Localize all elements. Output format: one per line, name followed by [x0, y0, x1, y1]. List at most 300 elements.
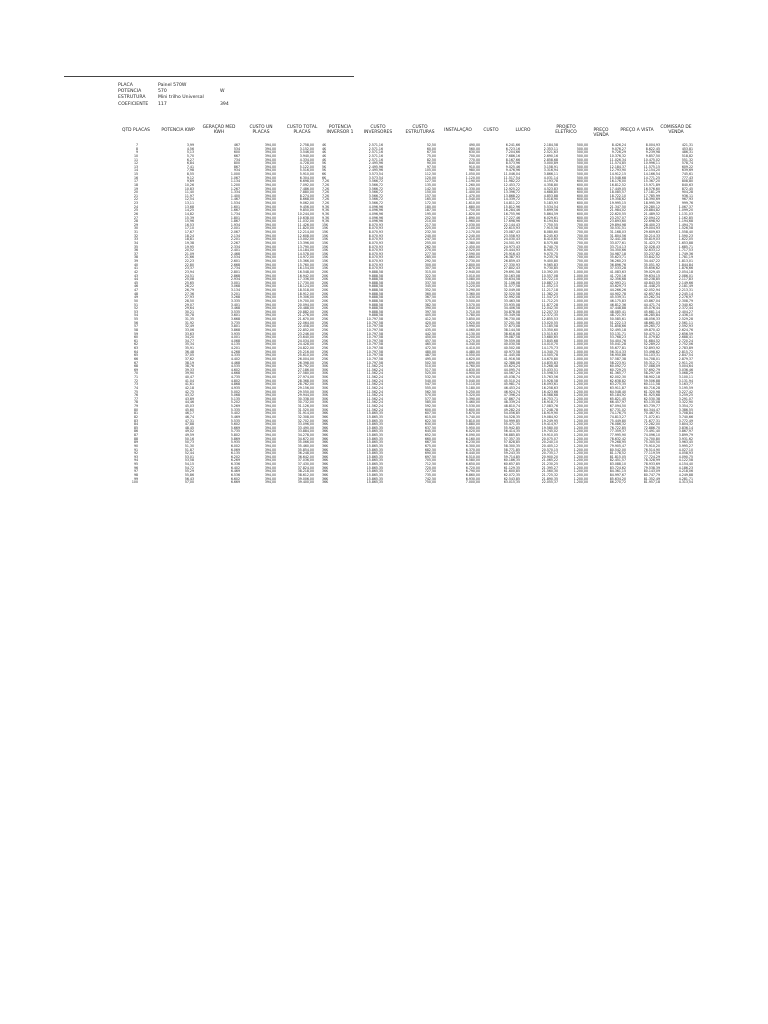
table-cell: 394,00: [264, 469, 276, 474]
table-cell: 8.070,93: [368, 222, 383, 227]
table-cell: 31.423,73: [643, 240, 660, 245]
table-cell: 4.468: [230, 360, 240, 365]
table-cell: 61: [133, 338, 138, 343]
table-cell: 29.944,00: [297, 393, 314, 398]
table-cell: 9.476,96: [505, 168, 520, 173]
table-cell: 1.200,00: [573, 418, 588, 423]
table-cell: 8.070,93: [368, 248, 383, 253]
table-cell: 31.168,03: [609, 230, 626, 234]
table-cell: 421,31: [681, 143, 693, 147]
table-cell: 20.405,12: [541, 443, 558, 448]
table-cell: 54: [133, 313, 138, 318]
table-cell: 4K: [322, 146, 327, 151]
table-cell: 35.623,71: [609, 255, 626, 260]
table-cell: 20.884,82: [643, 208, 660, 213]
table-cell: 120,00: [424, 175, 436, 180]
table-cell: 6.790,00: [465, 469, 480, 474]
table-cell: 25K: [322, 346, 329, 350]
table-cell: 10.797,58: [366, 324, 383, 329]
table-cell: 394,00: [264, 215, 276, 220]
table-cell: 15.865,35: [366, 422, 383, 427]
table-cell: 394,00: [264, 164, 276, 169]
table-cell: 600,00: [576, 215, 588, 220]
param-label: ESTRUTURA: [118, 95, 146, 101]
table-cell: 11.712,25: [541, 298, 558, 303]
table-cell: 24: [133, 204, 138, 209]
table-cell: 20.882,00: [297, 309, 314, 314]
table-cell: 71.072,61: [643, 414, 660, 419]
table-cell: 25K: [322, 353, 329, 358]
table-cell: 74: [133, 385, 138, 390]
table-cell: 375,00: [424, 298, 436, 303]
table-cell: 9.888,58: [368, 309, 383, 314]
column-header: PROJETO ELETRICO: [555, 125, 577, 135]
table-cell: 82.451,57: [609, 458, 626, 463]
table-cell: 23.087,43: [503, 230, 520, 234]
table-cell: 25K: [322, 349, 329, 354]
table-cell: 49.282,24: [503, 407, 520, 412]
table-cell: 2.170,00: [465, 230, 480, 234]
table-cell: 700,00: [576, 237, 588, 242]
table-cell: 1.558,40: [678, 230, 693, 234]
table-cell: 5.335: [230, 407, 240, 412]
param-value: Painel 570W: [158, 83, 187, 88]
table-cell: 8.274,00: [299, 193, 314, 198]
table-cell: 3.468: [230, 306, 240, 311]
table-cell: 394,00: [264, 309, 276, 314]
table-cell: 6.698,00: [299, 179, 314, 184]
table-cell: 337,50: [424, 280, 436, 285]
table-cell: 37.036,00: [297, 458, 314, 463]
table-cell: 6,27: [186, 157, 194, 162]
table-cell: 394,00: [264, 313, 276, 318]
table-cell: 11.562,24: [366, 371, 383, 376]
table-cell: 7.000,00: [465, 480, 480, 485]
table-cell: 24,51: [184, 273, 194, 278]
table-cell: 17.083,76: [541, 404, 558, 408]
table-cell: 15.598,53: [541, 371, 558, 376]
table-cell: 394,00: [264, 226, 276, 231]
table-cell: 4.130,00: [465, 331, 480, 336]
table-cell: 660,00: [424, 436, 436, 441]
table-cell: 42.388,08: [503, 360, 520, 365]
table-cell: 2.404,27: [678, 309, 693, 314]
table-cell: 2.624,76: [678, 327, 693, 332]
table-cell: 7,98: [186, 168, 194, 173]
table-cell: 90,00: [426, 161, 436, 166]
table-cell: 82: [133, 414, 138, 419]
table-cell: 394,00: [264, 447, 276, 452]
table-cell: 840,63: [681, 182, 693, 187]
table-cell: 80.542,00: [609, 447, 626, 452]
table-cell: 46: [133, 284, 138, 289]
table-cell: 394,00: [264, 255, 276, 260]
table-cell: 21.489,52: [643, 211, 660, 216]
table-cell: 6.202: [230, 454, 240, 459]
table-cell: 667,50: [424, 440, 436, 445]
table-cell: 19.995,15: [609, 201, 626, 205]
table-cell: 20K: [322, 284, 329, 289]
table-cell: 52.289,22: [643, 342, 660, 347]
table-cell: 45,03: [184, 404, 194, 408]
table-cell: 5.269: [230, 404, 240, 408]
table-cell: 5.670,00: [465, 411, 480, 416]
table-cell: 394,00: [264, 146, 276, 151]
table-cell: 32.992,08: [503, 295, 520, 300]
table-cell: 600,00: [576, 190, 588, 195]
table-cell: 57.088,09: [643, 364, 660, 369]
table-cell: 1.000,00: [573, 298, 588, 303]
table-cell: 2.353,11: [543, 146, 558, 151]
table-cell: 394,00: [264, 244, 276, 249]
table-cell: 78.632,42: [609, 436, 626, 441]
table-cell: 13.680,65: [541, 335, 558, 340]
table-cell: 17.336,00: [297, 277, 314, 282]
table-cell: 53,01: [184, 454, 194, 459]
table-cell: 585,00: [424, 400, 436, 405]
table-cell: 35,34: [184, 342, 194, 347]
table-cell: 36: [133, 248, 138, 253]
table-cell: 19.249,95: [541, 418, 558, 423]
table-cell: 4.620,00: [465, 356, 480, 361]
table-cell: 936,11: [681, 193, 693, 198]
table-cell: 22,23: [184, 259, 194, 263]
table-row: [0, 481, 768, 485]
table-cell: 1.400: [230, 193, 240, 198]
table-cell: 5.534,54: [543, 204, 558, 209]
table-cell: 1.540,00: [465, 197, 480, 202]
table-cell: 98: [133, 472, 138, 477]
table-cell: 73: [133, 382, 138, 387]
table-cell: 3.201: [230, 291, 240, 296]
table-cell: 394,00: [264, 396, 276, 401]
table-cell: 20K: [322, 298, 329, 303]
table-cell: 33: [133, 237, 138, 242]
table-cell: 639,69: [681, 168, 693, 173]
table-cell: 46,17: [184, 411, 194, 416]
table-cell: 40: [133, 262, 138, 267]
table-cell: 2.571,16: [368, 157, 383, 162]
table-cell: 36.260,23: [609, 259, 626, 263]
table-cell: 19: [133, 186, 138, 191]
table-cell: 394,00: [264, 143, 276, 147]
table-cell: 500,00: [576, 146, 588, 151]
table-cell: 15.760,00: [297, 262, 314, 267]
table-cell: 1.000,00: [573, 313, 588, 318]
table-cell: 394,00: [264, 385, 276, 390]
table-cell: 2.436,10: [678, 313, 693, 318]
table-cell: 5.735: [230, 429, 240, 434]
table-cell: 12,54: [184, 197, 194, 202]
table-cell: 394,00: [264, 404, 276, 408]
table-cell: 34.987,18: [609, 251, 626, 256]
table-cell: 79.538,39: [643, 465, 660, 470]
price-table-body: [0, 144, 768, 485]
table-cell: 95: [133, 462, 138, 466]
table-cell: 394,00: [264, 418, 276, 423]
table-cell: 382,50: [424, 302, 436, 307]
table-cell: 7,41: [186, 164, 194, 169]
table-cell: 90: [133, 443, 138, 448]
param-value: 117: [158, 101, 167, 107]
table-cell: 51.858,66: [609, 324, 626, 329]
table-cell: 277,50: [424, 251, 436, 256]
table-cell: 40.238,85: [643, 277, 660, 282]
table-cell: 10.797,58: [366, 349, 383, 354]
table-cell: 3.573,54: [368, 175, 383, 180]
table-cell: 7,2K: [322, 197, 330, 202]
table-cell: 1.267: [230, 186, 240, 191]
table-cell: 394,00: [264, 248, 276, 253]
table-cell: 15.865,35: [366, 472, 383, 477]
table-cell: 23.257,07: [609, 215, 626, 220]
table-cell: 10.887,13: [541, 280, 558, 285]
table-cell: 15K: [322, 244, 329, 249]
table-cell: 29.609,63: [643, 230, 660, 234]
table-cell: 9.888,58: [368, 280, 383, 285]
table-cell: 1.190,00: [465, 179, 480, 184]
table-cell: 15.865,35: [366, 433, 383, 437]
table-cell: 4.935: [230, 385, 240, 390]
table-cell: 3.566,72: [368, 193, 383, 198]
table-cell: 607,50: [424, 411, 436, 416]
table-cell: 394,00: [264, 360, 276, 365]
table-cell: 55.677,81: [609, 346, 626, 350]
table-cell: 20.094,00: [297, 302, 314, 307]
table-cell: 36K: [322, 440, 329, 445]
table-cell: 60,00: [426, 146, 436, 151]
table-cell: 30,21: [184, 309, 194, 314]
table-cell: 44.266,26: [609, 288, 626, 292]
table-cell: 57.357,35: [503, 436, 520, 441]
table-cell: 800: [233, 161, 240, 166]
table-cell: 292,50: [424, 259, 436, 263]
table-cell: 73.491,40: [643, 429, 660, 434]
table-cell: 36.248,00: [297, 451, 314, 456]
table-cell: 9.025,46: [505, 164, 520, 169]
table-cell: 394,00: [264, 371, 276, 376]
table-cell: 76.086,32: [609, 422, 626, 427]
table-cell: 62: [133, 342, 138, 347]
table-cell: 4.281,71: [678, 476, 693, 481]
table-cell: 15.928,58: [541, 378, 558, 383]
table-cell: 490,00: [468, 143, 480, 147]
table-cell: 4.090,75: [678, 454, 693, 459]
table-cell: 3.068,29: [678, 371, 693, 376]
table-cell: 2.245,14: [678, 291, 693, 296]
table-cell: 872,45: [681, 186, 693, 191]
table-cell: 500,00: [576, 150, 588, 155]
table-cell: 4.830,00: [465, 367, 480, 372]
table-cell: 15.865,35: [366, 411, 383, 416]
table-cell: 9.888,58: [368, 269, 383, 274]
table-cell: 6.669: [230, 480, 240, 485]
table-cell: 14.835,83: [541, 360, 558, 365]
table-cell: 38.612,00: [297, 472, 314, 477]
table-cell: 35.854,00: [297, 447, 314, 452]
table-cell: 32.441,08: [609, 237, 626, 242]
table-cell: 63.911,87: [609, 385, 626, 390]
table-cell: 352,50: [424, 288, 436, 292]
table-cell: 80.747,79: [643, 472, 660, 477]
table-cell: 13.396,72: [503, 190, 520, 195]
table-cell: 9,69: [186, 179, 194, 184]
table-cell: 35.656,62: [643, 266, 660, 271]
table-cell: 3.573,54: [368, 172, 383, 176]
table-cell: 6.650,00: [465, 462, 480, 466]
table-cell: 10.376,32: [609, 153, 626, 158]
table-cell: 36K: [322, 418, 329, 423]
table-cell: 20.240,10: [541, 440, 558, 445]
table-cell: 57.587,38: [609, 356, 626, 361]
table-cell: 31: [133, 230, 138, 234]
table-cell: 36K: [322, 480, 329, 485]
table-cell: 18.390,69: [643, 197, 660, 202]
table-cell: 71.677,31: [643, 418, 660, 423]
table-cell: 1.200,00: [573, 425, 588, 430]
table-cell: 52.893,92: [643, 346, 660, 350]
table-cell: 37.201,58: [503, 320, 520, 325]
table-cell: 2.276,97: [678, 295, 693, 300]
table-cell: 57.828,85: [503, 440, 520, 445]
table-cell: 18.995,39: [643, 201, 660, 205]
table-cell: 14.175,73: [541, 346, 558, 350]
table-cell: 11: [133, 157, 138, 162]
table-cell: 16.176,00: [609, 179, 626, 184]
table-cell: 394,00: [264, 443, 276, 448]
table-cell: 4.480,00: [465, 349, 480, 354]
table-cell: 15.865,35: [366, 462, 383, 466]
table-cell: 777,43: [681, 175, 693, 180]
table-cell: 3,99: [186, 143, 194, 147]
table-cell: 3.668: [230, 317, 240, 321]
table-cell: 8.070,93: [368, 244, 383, 249]
table-cell: 10.244,00: [297, 211, 314, 216]
table-cell: 38.144,58: [503, 327, 520, 332]
table-cell: 4.728,00: [299, 161, 314, 166]
table-cell: 510,00: [424, 364, 436, 369]
table-cell: 1.000,00: [573, 324, 588, 329]
table-cell: 24.428,00: [297, 342, 314, 347]
table-cell: 394,00: [264, 480, 276, 485]
table-cell: 3.004,64: [678, 364, 693, 369]
table-cell: 13.790,00: [297, 244, 314, 249]
table-cell: 10.797,58: [366, 356, 383, 361]
table-cell: 41.916,58: [503, 356, 520, 361]
table-cell: 62.072,35: [503, 472, 520, 477]
table-cell: 2.054,18: [678, 269, 693, 274]
table-cell: 15K: [322, 237, 329, 242]
table-cell: 1.200,00: [573, 407, 588, 412]
table-cell: 1.680,00: [465, 204, 480, 209]
table-cell: 30K: [322, 364, 329, 369]
table-cell: 1.000,00: [573, 346, 588, 350]
table-cell: 1.200,00: [573, 414, 588, 419]
table-cell: 600,00: [576, 197, 588, 202]
table-cell: 60.186,35: [503, 458, 520, 463]
table-cell: 64.344,47: [643, 407, 660, 412]
table-cell: 10.722,10: [541, 277, 558, 282]
table-cell: 700,00: [576, 251, 588, 256]
table-cell: 142,50: [424, 186, 436, 191]
table-cell: 6.160,00: [465, 436, 480, 441]
table-cell: 27.186,00: [297, 367, 314, 372]
table-cell: 19.910,05: [541, 433, 558, 437]
table-cell: 16.423,66: [541, 389, 558, 394]
table-cell: 712,50: [424, 462, 436, 466]
table-cell: 450,00: [424, 335, 436, 340]
table-cell: 4.154,40: [678, 462, 693, 466]
table-cell: 86: [133, 429, 138, 434]
table-cell: 225,00: [424, 226, 436, 231]
table-cell: 2.720,24: [678, 338, 693, 343]
table-cell: 6K: [322, 175, 327, 180]
table-cell: 3.566,72: [368, 186, 383, 191]
table-cell: 30K: [322, 389, 329, 394]
table-cell: 15K: [322, 266, 329, 271]
table-cell: 690,00: [424, 451, 436, 456]
table-cell: 67: [133, 360, 138, 365]
table-cell: 8.573,96: [505, 161, 520, 166]
table-cell: 51,30: [184, 443, 194, 448]
table-cell: 4.853,88: [543, 193, 558, 198]
table-cell: 394,00: [264, 153, 276, 158]
table-cell: 44,46: [184, 400, 194, 405]
table-cell: 12.214,00: [297, 230, 314, 234]
table-cell: 13.845,68: [541, 338, 558, 343]
table-cell: 9.456,00: [299, 204, 314, 209]
table-cell: 15K: [322, 259, 329, 263]
table-cell: 394,00: [264, 284, 276, 289]
table-cell: 394,00: [264, 251, 276, 256]
table-cell: 700,00: [576, 240, 588, 245]
table-cell: 394,00: [264, 150, 276, 155]
table-cell: 1.820,00: [465, 211, 480, 216]
table-cell: 3.291,07: [678, 396, 693, 401]
table-cell: 652,50: [424, 433, 436, 437]
table-cell: 394,00: [264, 367, 276, 372]
table-cell: 33.714,13: [609, 244, 626, 249]
table-cell: 36.642,00: [297, 454, 314, 459]
table-cell: 47,88: [184, 422, 194, 427]
table-cell: 31,35: [184, 317, 194, 321]
table-cell: 1.000,00: [573, 309, 588, 314]
table-cell: 5.864,59: [543, 211, 558, 216]
param-label: PLACA: [118, 83, 133, 88]
table-cell: 11,97: [184, 193, 194, 198]
table-cell: 5.810,00: [465, 418, 480, 423]
table-cell: 5.390,00: [465, 396, 480, 401]
table-cell: 394,00: [264, 161, 276, 166]
table-cell: 34,77: [184, 338, 194, 343]
table-cell: 43: [133, 273, 138, 278]
table-cell: 41.448,25: [643, 284, 660, 289]
table-cell: 11.032,00: [297, 219, 314, 224]
table-cell: 15.865,35: [366, 414, 383, 419]
table-cell: 35,91: [184, 346, 194, 350]
table-cell: 465,00: [424, 342, 436, 347]
table-cell: 1.494,75: [678, 222, 693, 227]
table-cell: 94: [133, 458, 138, 463]
table-cell: 3.708,84: [678, 411, 693, 416]
table-cell: 12.793,90: [609, 168, 626, 173]
table-cell: 540,00: [424, 378, 436, 383]
table-cell: 27.580,00: [297, 371, 314, 376]
table-cell: 1.067,37: [678, 204, 693, 209]
table-cell: 10.392,05: [541, 269, 558, 274]
table-cell: 11.982,22: [503, 179, 520, 184]
table-cell: 2.149,66: [678, 280, 693, 285]
